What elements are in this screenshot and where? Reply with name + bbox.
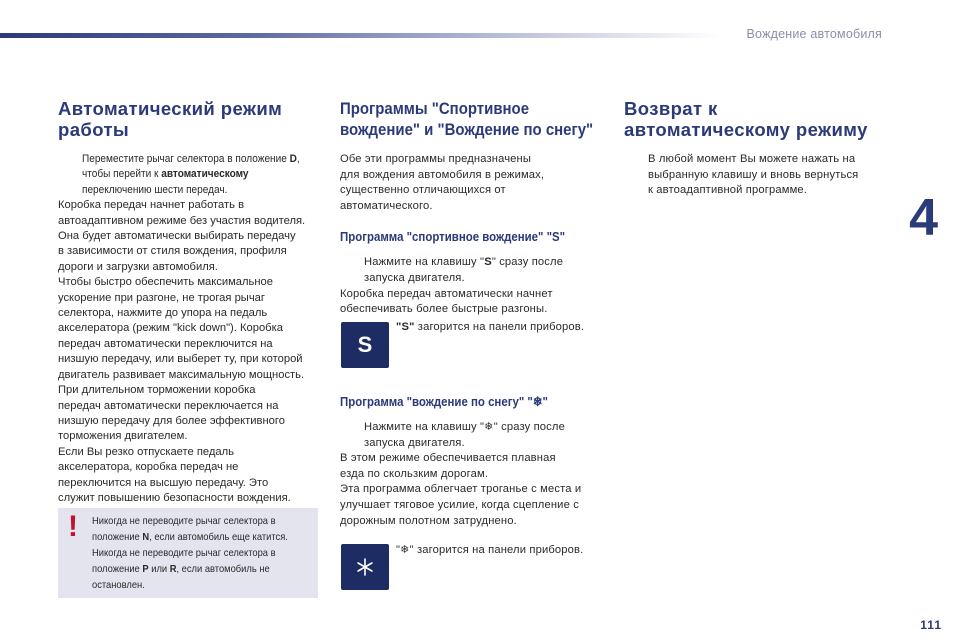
bullet-item: Нажмите на клавишу "S" сразу после запуска двигателя. [364, 256, 564, 284]
chapter-number: 4 [909, 189, 938, 247]
return-to-auto-title: Возврат к автоматическому режиму [624, 98, 868, 140]
header-gradient-bar [0, 33, 720, 38]
bullet-item: Нажмите на клавишу "❄" сразу после запуска двигателя. [364, 421, 565, 449]
exclamation-icon: ! [68, 510, 78, 543]
bullet-item: Переместите рычаг селектора в положение D, чтобы перейти к автоматическому переключению шести передач. [82, 153, 300, 196]
automatic-mode-text [58, 152, 320, 506]
column-return-to-auto [624, 98, 889, 199]
warning-note [58, 508, 318, 598]
snow-program-heading: Программа "вождение по снегу" "❄" [340, 394, 548, 409]
page-number: 111 [920, 618, 942, 632]
automatic-mode-title: Автоматический режим работы [58, 98, 283, 140]
automatic-mode-body: Коробка передач начнет работать в автоадаптивном режиме без участия водителя. Она будет автоматически выбирать передачу в зависимости от стиля вождения, профиля дороги и загрузки автомобиля. Чтобы быстро обеспечить максимальное ускорение при разгоне, не трогая рычаг селектора, нажмите до упора на педаль акселератора (режим "kick down"). Коробка передач автоматически переключится на низшую передачу, или выберет ту, при которой двигатель развивает максимальную мощность. При длительном торможении коробка передач автоматически переключается на низшую передачу для более эффективного торможения двигателем. Если Вы резко отпускаете педаль акселератора, коробка передач не переключится на высшую передачу. Это служит повышению безопасности вождения. [58, 199, 306, 504]
snow-program-text: Нажмите на клавишу "❄" сразу после запуска двигателя. В этом режиме обеспечивается плавная езда по скользким дорогам. Эта программа облегчает троганье с места и улучшает тяговое усилие, когда сцепление с дорожным полотном затруднено. [340, 420, 605, 529]
snow-icon-caption: "❄" загорится на панели приборов. [396, 544, 584, 556]
sport-program-heading: Программа "спортивное вождение" "S" [340, 229, 566, 245]
snowflake-icon [341, 544, 389, 590]
column-sport-snow-programs [340, 98, 605, 318]
programs-intro: Обе эти программы предназначены для вождения автомобиля в режимах, существенно отличающихся от автоматического. [340, 153, 545, 212]
bullet-item: В любой момент Вы можете нажать на выбранную клавишу и вновь вернуться к автоадаптивной программе. [648, 153, 859, 197]
warning-note-text: Никогда не переводите рычаг селектора в положение N, если автомобиль еще катится. Никогда не переводите рычаг селектора в положение P или R, если автомобиль не остановлен. [92, 516, 288, 591]
sport-icon-caption: "S" загорится на панели приборов. [396, 321, 585, 333]
snow-program-section [340, 394, 605, 529]
sport-program-text: Нажмите на клавишу "S" сразу после запуска двигателя. Коробка передач автоматически начнет обеспечивать более быстрые разгоны. [340, 255, 605, 317]
return-to-auto-text [624, 152, 889, 199]
sport-mode-s-icon: S [341, 322, 389, 368]
section-title: Вождение автомобиля [746, 27, 882, 41]
programs-title: Программы "Спортивное вождение" и "Вождение по снегу" [340, 99, 594, 139]
column-automatic-mode [58, 98, 320, 506]
